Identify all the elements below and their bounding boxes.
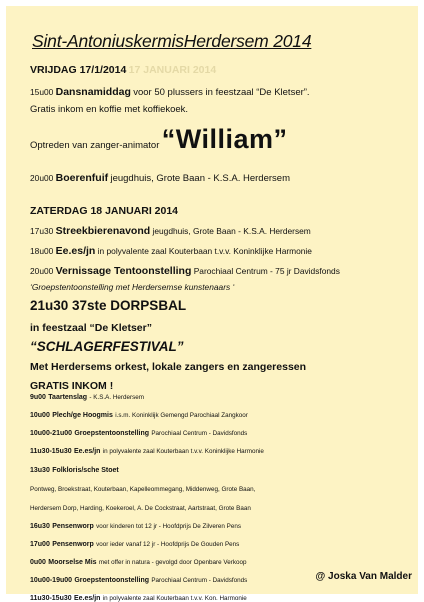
saturday-line-1 (30, 225, 311, 237)
details: voor 50 plussers in feestzaal “De Kletser”. (133, 87, 310, 98)
sunday-item (30, 538, 239, 548)
details: Parochiaal Centrum - Davidsfonds (151, 577, 248, 584)
sunday-item (30, 483, 255, 493)
event: Ee.es/jn (73, 595, 101, 602)
sunday-item (30, 556, 246, 566)
friday-header-line (30, 64, 216, 76)
saturday-orchestra: Met Herdersems orkest, lokale zangers en zangeressen (30, 361, 307, 373)
saturday-header: ZATERDAG 18 JANUARI 2014 (30, 205, 179, 217)
sunday-item (30, 464, 119, 474)
details: Parochiaal Centrum - Davidsfonds (151, 430, 248, 437)
event: Groepstentoonstelling (74, 430, 150, 437)
friday-line-2: Gratis inkom en koffie met koffiekoek. (30, 104, 189, 115)
details: voor kinderen tot 12 jr - Hoofdprijs De Zilveren Pens (96, 523, 242, 530)
event: Groepstentoonstelling (74, 577, 150, 584)
time: 16u30 (30, 523, 50, 530)
time: 10u00 (30, 412, 50, 419)
event: Vernissage Tentoonstelling (55, 265, 192, 277)
time: 20u00 (30, 266, 54, 276)
event: Moorselse Mis (48, 559, 97, 566)
friday-header: VRIJDAG 17/1/2014 (30, 64, 127, 76)
details: in polyvalente zaal Kouterbaan t.v.v. Kon. Harmonie (102, 595, 247, 602)
sunday-item (30, 409, 248, 419)
event: Dansnamiddag (55, 86, 131, 98)
event: Ee.es/jn (55, 245, 96, 257)
sunday-item (30, 427, 247, 437)
time: 11u30-15u30 (30, 448, 72, 455)
friday-line-1 (30, 86, 310, 98)
saturday-venue: in feestzaal “De Kletser” (30, 322, 152, 334)
poster (6, 6, 418, 602)
saturday-line-4: ‘Groepstentoonstelling met Herdersemse kunstenaars ‘ (30, 282, 235, 292)
event: Plech/ge Hoogmis (52, 412, 113, 419)
details: met offer in natura - gevolgd door Openbare Verkoop (98, 559, 247, 566)
photo-credit: @ Joska Van Malder (315, 571, 412, 582)
event: Taartenslag (48, 394, 88, 401)
time: 9u00 (30, 394, 46, 401)
details: jeugdhuis, Grote Baan - K.S.A. Herdersem (152, 226, 311, 236)
time: 10u00-19u00 (30, 577, 73, 584)
dorpsbal-title: 21u30 37ste DORPSBAL (30, 298, 187, 313)
sunday-item (30, 574, 247, 584)
event: Pensenworp (52, 541, 94, 548)
time: 17u00 (30, 541, 50, 548)
saturday-line-3 (30, 265, 340, 277)
time: 20u00 (30, 173, 54, 183)
friday-header-faded: 17 JANUARI 2014 (128, 64, 217, 76)
time: 10u00-21u00 (30, 430, 73, 437)
time: 17u30 (30, 226, 54, 236)
event: Boerenfuif (55, 172, 109, 184)
event: Folkloris/sche Stoet (52, 467, 119, 474)
poster-title: Sint-AntoniuskermisHerdersem 2014 (32, 31, 312, 51)
saturday-line-2 (30, 245, 312, 257)
details: - K.S.A. Herdersem (89, 394, 144, 401)
sunday-item (30, 592, 247, 602)
sunday-item (30, 520, 241, 530)
event: Streekbierenavond (55, 225, 151, 237)
details: Pontweg, Broekstraat, Kouterbaan, Kapelleommegang, Middenweg, Grote Baan, (30, 486, 256, 493)
time: 15u00 (30, 87, 54, 97)
performer-intro: Optreden van zanger-animator (30, 140, 160, 151)
details: Herdersem Dorp, Harding, Koekeroel, A. De Cockstraat, Aartstraat, Grote Baan (30, 505, 251, 512)
event: Ee.es/jn (73, 448, 101, 455)
performer-name: “William” (161, 124, 288, 154)
details: in polyvalente zaal Kouterbaan t.v.v. Koninklijke Harmonie (97, 246, 312, 256)
time: 0u00 (30, 559, 46, 566)
time: 11u30-15u30 (30, 595, 72, 602)
event: Pensenworp (52, 523, 94, 530)
time: 18u00 (30, 246, 54, 256)
details: in polyvalente zaal Kouterbaan t.v.v. Koninklijke Harmonie (102, 448, 264, 455)
free-entry: GRATIS INKOM ! (30, 380, 114, 392)
sunday-item (30, 502, 251, 512)
schlagerfestival-title: “SCHLAGERFESTIVAL” (30, 339, 184, 354)
friday-line-3 (30, 124, 288, 155)
sunday-item (30, 445, 264, 455)
time: 13u30 (30, 467, 50, 474)
details: i.s.m. Koninklijk Gemengd Parochiaal Zangkoor (115, 412, 248, 419)
friday-line-4 (30, 172, 290, 184)
details: voor ieder vanaf 12 jr - Hoofdprijs De Gouden Pens (96, 541, 240, 548)
details: Parochiaal Centrum - 75 jr Davidsfonds (193, 266, 340, 276)
sunday-item (30, 391, 144, 401)
details: jeugdhuis, Grote Baan - K.S.A. Herdersem (110, 173, 290, 184)
